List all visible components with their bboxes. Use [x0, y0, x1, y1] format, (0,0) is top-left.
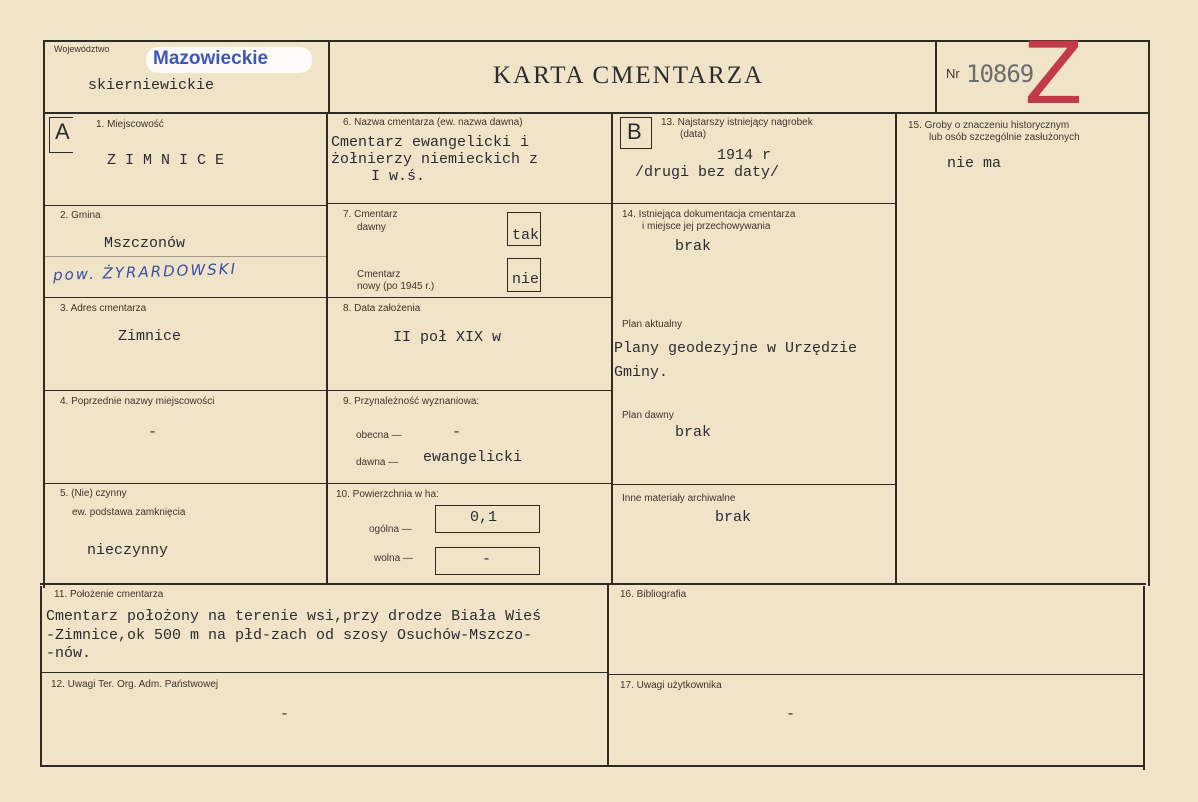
row-line-a2 — [44, 297, 326, 298]
najstarszy-label-2: (data) — [680, 129, 707, 140]
nowy-label-1: Cmentarz — [357, 269, 401, 280]
row-line-m2 — [327, 297, 611, 298]
obecna-label: obecna — — [356, 430, 402, 441]
frame-left-lower — [40, 586, 42, 766]
frame-right-lower — [1143, 586, 1145, 770]
czynny-label: 5. (Nie) czynny — [60, 488, 127, 499]
col-divider-b — [611, 113, 613, 585]
row-line-a4 — [44, 483, 326, 484]
obecna-value: - — [452, 424, 462, 441]
polozenie-value-1: Cmentarz położony na terenie wsi,przy drodze Biała Wieś — [46, 608, 542, 625]
dawna-label: dawna — — [356, 457, 399, 468]
wojewodztwo-stamp: Mazowieckie — [153, 48, 269, 69]
gmina-sub-line — [44, 256, 326, 257]
najstarszy-label-1: 13. Najstarszy istniejący nagrobek — [661, 117, 813, 128]
plan-dawny-label: Plan dawny — [622, 410, 674, 421]
lower-mid-left — [41, 672, 608, 673]
wojewodztwo-value: skierniewickie — [88, 77, 215, 94]
dokumentacja-label-1: 14. Istniejąca dokumentacja cmentarza — [622, 209, 796, 220]
inne-materialy-label: Inne materiały archiwalne — [622, 493, 736, 504]
poprzednie-value: - — [148, 424, 158, 441]
cmentarz-label: 7. Cmentarz — [343, 209, 398, 220]
gmina-label: 2. Gmina — [60, 210, 101, 221]
czynny-value: nieczynny — [87, 542, 169, 559]
header-bottom — [44, 112, 1150, 114]
nr-value: 10869 — [966, 60, 1034, 88]
row-line-b2 — [612, 484, 895, 485]
lower-mid-vertical — [607, 584, 609, 766]
nr-label: Nr — [946, 66, 960, 81]
nowy-value: nie — [512, 271, 540, 288]
powiat-handwritten: pow. ŻYRARDOWSKI — [52, 259, 238, 285]
frame-bottom — [40, 765, 1145, 767]
frame-left — [43, 40, 45, 588]
section-b-letter: B — [627, 119, 642, 144]
category-mark: Z — [1024, 24, 1083, 124]
plan-aktualny-value-1: Plany geodezyjne w Urzędzie — [614, 340, 858, 357]
plan-aktualny-label: Plan aktualny — [622, 319, 683, 330]
polozenie-label: 11. Położenie cmentarza — [54, 589, 164, 600]
header-divider-1 — [328, 40, 330, 112]
row-line-a1 — [44, 205, 326, 206]
frame-right — [1148, 40, 1150, 586]
nazwa-value-line3: I w.ś. — [371, 168, 426, 185]
groby-label-2: lub osób szczególnie zasłużonych — [929, 132, 1080, 143]
polozenie-value-2: -Zimnice,ok 500 m na płd-zach od szosy Osuchów-Mszczo- — [46, 627, 533, 644]
miejscowosc-label: 1. Miejscowość — [96, 119, 164, 130]
card-title: KARTA CMENTARZA — [493, 62, 765, 89]
adres-label: 3. Adres cmentarza — [60, 303, 147, 314]
dawny-value: tak — [512, 227, 540, 244]
col-divider-a — [326, 113, 328, 585]
plan-dawny-value: brak — [675, 424, 712, 441]
lower-top — [40, 583, 1146, 585]
col-divider-c — [895, 113, 897, 585]
najstarszy-value-2: /drugi bez daty/ — [635, 164, 780, 181]
uwagi-uzytkownika-value: - — [786, 706, 796, 723]
uwagi-uzytkownika-label: 17. Uwagi użytkownika — [620, 680, 722, 691]
row-line-b1 — [612, 203, 895, 204]
row-line-m3 — [327, 390, 611, 391]
ogolna-value: 0,1 — [470, 509, 498, 526]
przynaleznosc-label: 9. Przynależność wyznaniowa: — [343, 396, 480, 407]
dokumentacja-label-2: i miejsce jej przechowywania — [642, 221, 771, 232]
miejscowosc-value: Z I M N I C E — [107, 152, 225, 169]
wolna-value: - — [482, 551, 492, 568]
groby-value: nie ma — [947, 155, 1002, 172]
groby-label-1: 15. Groby o znaczeniu historycznym — [908, 120, 1070, 131]
data-zalozenia-label: 8. Data założenia — [343, 303, 421, 314]
uwagi-ter-label: 12. Uwagi Ter. Org. Adm. Państwowej — [51, 679, 219, 690]
wojewodztwo-label: Województwo — [54, 44, 110, 54]
dokumentacja-value: brak — [675, 238, 712, 255]
row-line-m1 — [327, 203, 611, 204]
inne-materialy-value: brak — [715, 509, 752, 526]
czynny-sub-label: ew. podstawa zamknięcia — [72, 507, 186, 518]
polozenie-value-3: -nów. — [46, 645, 92, 662]
adres-value: Zimnice — [118, 328, 182, 345]
poprzednie-label: 4. Poprzednie nazwy miejscowości — [60, 396, 215, 407]
gmina-value: Mszczonów — [104, 235, 186, 252]
lower-mid-right — [608, 674, 1144, 675]
powierzchnia-label: 10. Powierzchnia w ha: — [336, 489, 439, 500]
wolna-label: wolna — — [374, 553, 413, 564]
nazwa-label: 6. Nazwa cmentarza (ew. nazwa dawna) — [343, 117, 523, 128]
ogolna-label: ogólna — — [369, 524, 412, 535]
dawny-label: dawny — [357, 222, 386, 233]
frame-top — [44, 40, 1150, 42]
nowy-label-2: nowy (po 1945 r.) — [357, 281, 435, 292]
row-line-a3 — [44, 390, 326, 391]
bibliografia-label: 16. Bibliografia — [620, 589, 687, 600]
data-zalozenia-value: II poł XIX w — [393, 329, 502, 346]
plan-aktualny-value-2: Gminy. — [614, 364, 669, 381]
section-a-letter: A — [55, 119, 70, 144]
dawna-value: ewangelicki — [423, 449, 523, 466]
uwagi-ter-value: - — [280, 706, 290, 723]
header-divider-2 — [935, 40, 937, 112]
nazwa-value-line1: Cmentarz ewangelicki i — [331, 134, 530, 151]
nazwa-value-line2: żołnierzy niemieckich z — [331, 151, 539, 168]
row-line-m4 — [327, 483, 611, 484]
najstarszy-value-1: 1914 r — [717, 147, 772, 164]
